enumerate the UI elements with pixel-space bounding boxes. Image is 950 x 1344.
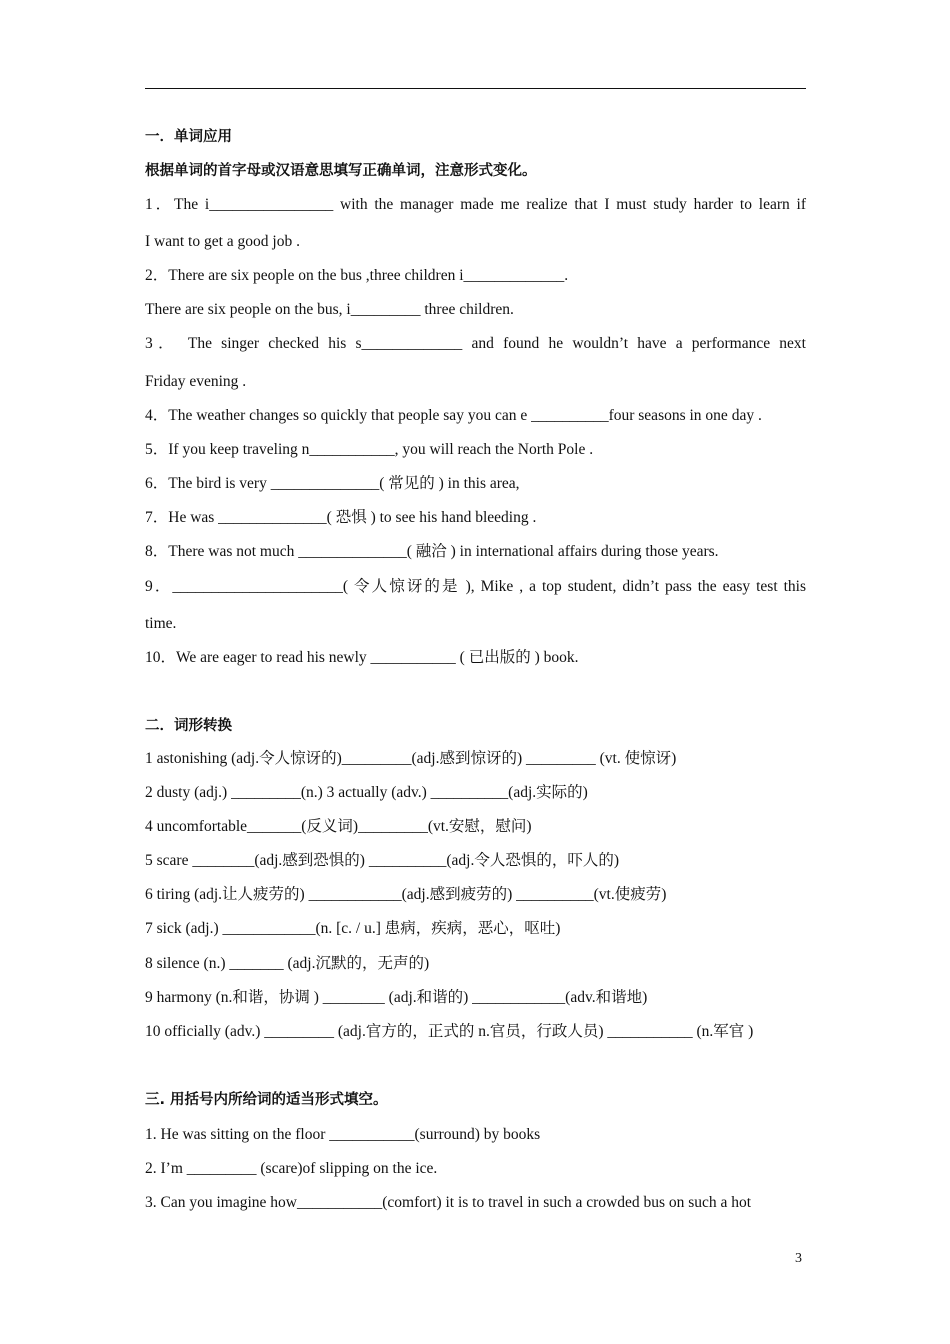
word-form-line: 8 silence (n.) _______ (adj.沉默的，无声的) <box>145 955 430 972</box>
word-form-line: 2 dusty (adj.) _________(n.) 3 actually (adv.) __________(adj.实际的) <box>145 784 588 801</box>
word-form-line: 6 tiring (adj.让人疲劳的) ____________(adj.感到疲劳的) __________(vt.使疲劳) <box>145 886 667 903</box>
fill-in-line: 2. I’m _________ (scare)of slipping on the ice. <box>145 1160 438 1177</box>
section3-heading: 三. 用括号内所给词的适当形式填空。 <box>145 1092 388 1108</box>
question-line: 6．The bird is very ______________( 常见的 ) in this area, <box>145 475 520 492</box>
section2-heading: 二．词形转换 <box>145 718 232 734</box>
word-form-line: 5 scare ________(adj.感到恐惧的) __________(adj.令人恐惧的，吓人的) <box>145 852 619 869</box>
question-line: 8．There was not much ______________( 融洽 ) in international affairs during those years. <box>145 543 719 560</box>
question-line: There are six people on the bus, i_________ three children. <box>145 301 514 318</box>
section1-heading: 一．单词应用 <box>145 129 232 145</box>
question-line: 7．He was ______________( 恐惧 ) to see his hand bleeding . <box>145 509 537 526</box>
question-line: 10．We are eager to read his newly ___________ ( 已出版的 ) book. <box>145 649 579 666</box>
question-line: 1．The i________________ with the manager made me realize that I must study harder to learn if <box>145 196 806 213</box>
word-form-line: 9 harmony (n.和谐，协调 ) ________ (adj.和谐的) ____________(adv.和谐地) <box>145 989 648 1006</box>
question-line: time. <box>145 615 177 632</box>
word-form-line: 1 astonishing (adj.令人惊讶的)_________(adj.感到惊讶的) _________ (vt. 使惊讶) <box>145 750 677 767</box>
word-form-line: 10 officially (adv.) _________ (adj.官方的，正式的 n.官员，行政人员) ___________ (n.军官 ) <box>145 1023 754 1040</box>
question-line: 2．There are six people on the bus ,three children i_____________. <box>145 267 569 284</box>
question-line: 9．______________________( 令人惊讶的是 ), Mike , a top student, didn’t pass the easy test this <box>145 578 806 595</box>
question-line: Friday evening . <box>145 373 247 390</box>
question-line: 4．The weather changes so quickly that people say you can e __________four seasons in one day . <box>145 407 762 424</box>
page-number: 3 <box>795 1251 802 1266</box>
word-form-line: 7 sick (adj.) ____________(n. [c. / u.] 患病，疾病，恶心，呕吐) <box>145 920 561 937</box>
section1-instruction: 根据单词的首字母或汉语意思填写正确单词，注意形式变化。 <box>145 163 537 179</box>
header-rule <box>145 88 806 89</box>
word-form-line: 4 uncomfortable_______(反义词)_________(vt.安慰，慰问) <box>145 818 532 835</box>
fill-in-line: 3. Can you imagine how___________(comfort) it is to travel in such a crowded bus on such a hot <box>145 1194 752 1211</box>
question-line: 3． The singer checked his s_____________ and found he wouldn’t have a performance next <box>145 335 806 352</box>
fill-in-line: 1. He was sitting on the floor ___________(surround) by books <box>145 1126 541 1143</box>
question-line: I want to get a good job . <box>145 233 300 250</box>
question-line: 5．If you keep traveling n___________, you will reach the North Pole . <box>145 441 594 458</box>
